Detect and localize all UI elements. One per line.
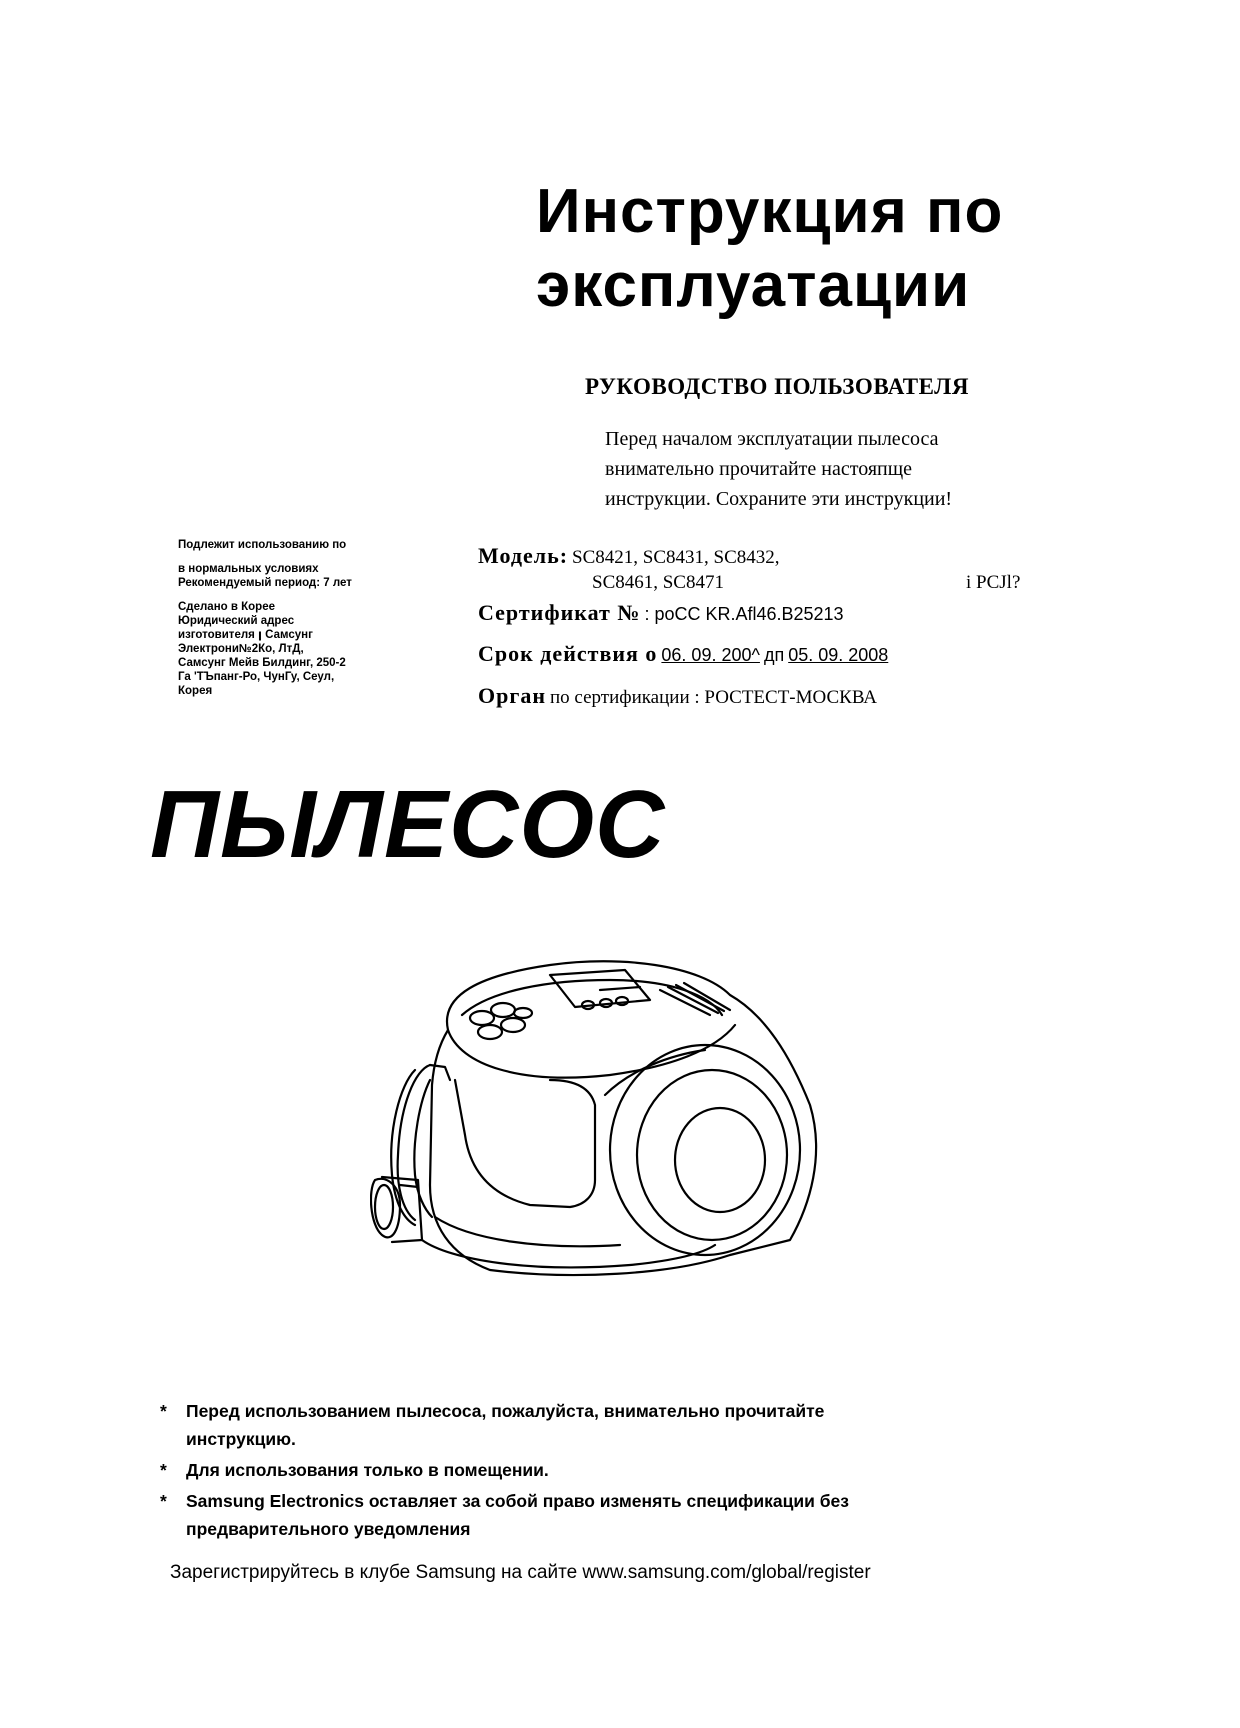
- info-line3: Рекомендуемый период: 7 лет: [178, 577, 352, 589]
- note-bullet: *: [160, 1401, 167, 1421]
- note-line2: предварительного уведомления: [186, 1519, 471, 1539]
- model-label: Модель:: [478, 543, 569, 568]
- note-line1: Для использования только в помещении.: [186, 1460, 549, 1480]
- organ-value: по сертификации : РОСТЕСТ-МОСКВА: [550, 687, 878, 708]
- info-line5: Юридический адрес: [178, 615, 295, 627]
- info-line4: Сделано в Корее: [178, 601, 275, 613]
- note-line1: Перед использованием пылесоса, пожалуйста, внимательно прочитайте: [186, 1401, 825, 1421]
- notes-list: [160, 1397, 1060, 1546]
- document-subtitle: РУКОВОДСТВО ПОЛЬЗОВАТЕЛЯ: [585, 374, 969, 399]
- intro-line3: инструкции. Сохраните эти инструкции!: [605, 488, 953, 510]
- manufacturer-info: [178, 538, 418, 698]
- validity-row: [478, 641, 888, 667]
- note-bullet: *: [160, 1491, 167, 1511]
- document-title: [536, 175, 1003, 323]
- info-line6: изготовителя ꞁ Самсунг: [178, 629, 313, 641]
- organ-row: [478, 683, 877, 709]
- model-row: [478, 543, 780, 569]
- note-item: [160, 1456, 1060, 1484]
- info-line9: Га 'ТЪпанг-Ро, ЧунГу, Сеул,: [178, 671, 335, 683]
- note-item: [160, 1397, 1060, 1453]
- model-extra: i PCJl?: [966, 572, 1021, 593]
- intro-text: [605, 424, 952, 514]
- document-title-line1: Инструкция по: [536, 177, 1004, 246]
- model-value-line1: SC8421, SC8431, SC8432,: [572, 547, 780, 568]
- certificate-row: [478, 600, 844, 626]
- info-line7: Электрони№2Ко, ЛтД,: [178, 643, 304, 655]
- note-line1: Samsung Electronics оставляет за собой право изменять спецификации без: [186, 1491, 849, 1511]
- info-line1: Подлежит использованию по: [178, 539, 347, 551]
- note-bullet: *: [160, 1460, 167, 1480]
- info-line2: в нормальных условиях: [178, 563, 319, 575]
- note-item: [160, 1487, 1060, 1543]
- validity-to: 05. 09. 2008: [788, 645, 889, 665]
- note-line2: инструкцию.: [186, 1429, 296, 1449]
- validity-mid: дп: [763, 645, 785, 665]
- product-title: ПЫЛЕСОС: [150, 771, 666, 878]
- register-text: Зарегистрируйтесь в клубе Samsung на сайте www.samsung.com/global/register: [170, 1562, 871, 1583]
- model-value-line2: SC8461, SC8471: [592, 572, 724, 593]
- info-line10: Корея: [178, 685, 213, 697]
- intro-line2: внимательно прочитайте настояпще: [605, 458, 913, 480]
- validity-label: Срок действия о: [478, 641, 658, 666]
- info-line8: Самсунг Мейв Билдинг, 250-2: [178, 657, 346, 669]
- certificate-label: Сертификат №: [478, 600, 641, 625]
- document-title-line2: эксплуатации: [536, 251, 971, 320]
- intro-line1: Перед началом эксплуатации пылесоса: [605, 428, 939, 450]
- vacuum-cleaner-illustration: [370, 955, 850, 1305]
- validity-from: 06. 09. 200^: [661, 645, 760, 665]
- certificate-value: : poCC KR.Afl46.B25213: [644, 604, 844, 624]
- organ-label: Орган: [478, 683, 547, 708]
